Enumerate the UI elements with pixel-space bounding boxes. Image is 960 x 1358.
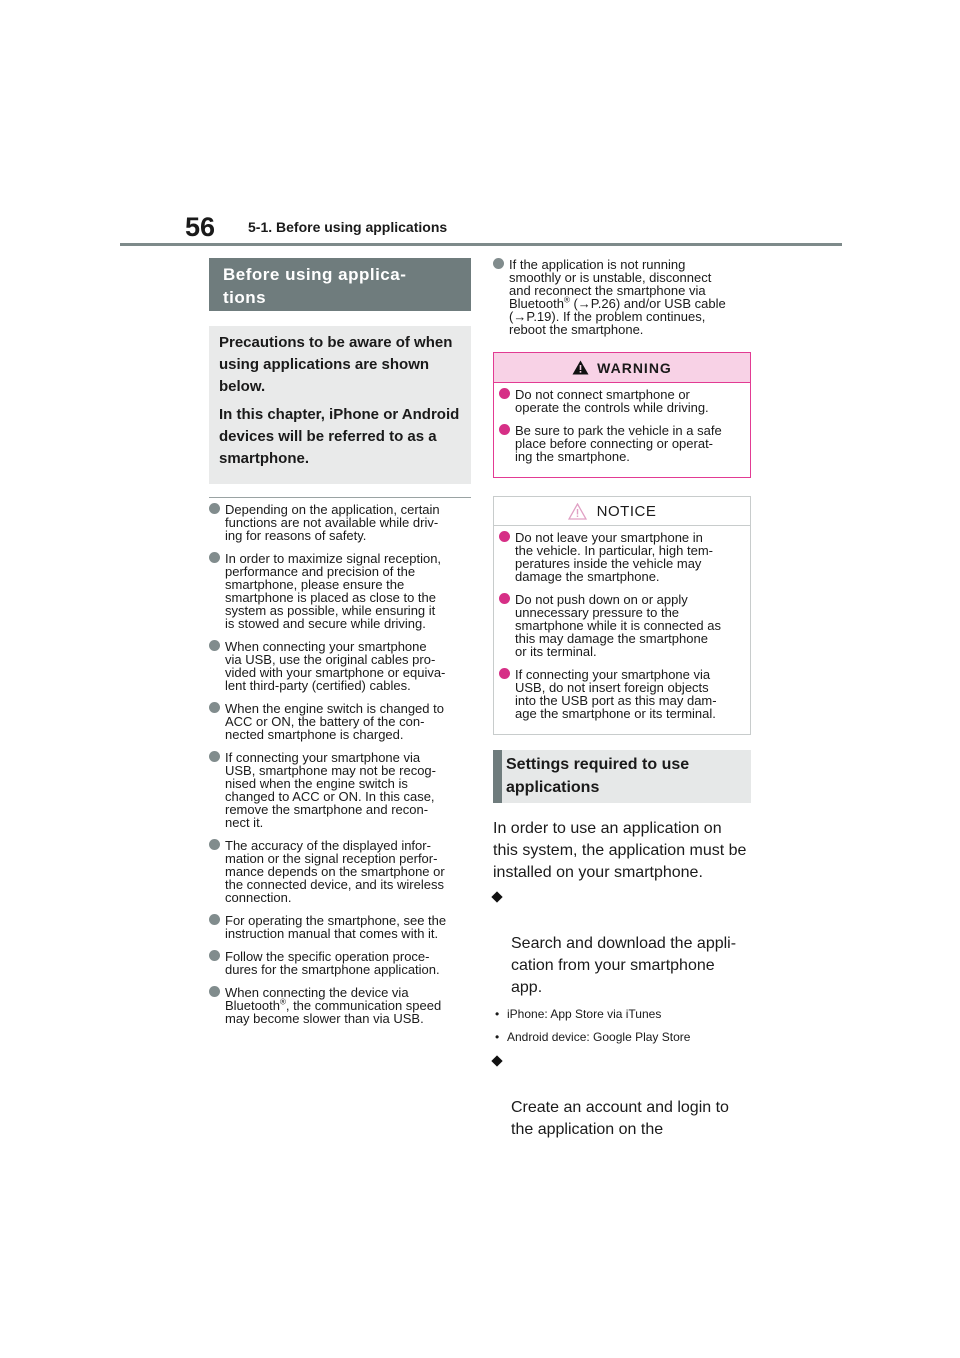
list-item-text	[225, 986, 471, 1025]
diamond-bullet-icon	[491, 1055, 502, 1066]
body-paragraph: In order to use an application on this system, the application must be installed on your smartphone.	[493, 820, 747, 881]
section-title: 5-1. Before using applications	[248, 219, 448, 235]
list-item-text: Depending on the application, certain functions are not available while driv- ing for reasons of safety.	[225, 502, 440, 543]
intro-paragraph-2: In this chapter, iPhone or Android devices will be referred to as a smartphone.	[219, 406, 460, 467]
bullet-icon	[493, 258, 504, 269]
list-item-text: Be sure to park the vehicle in a safe place before connecting or operat- ing the smartphone.	[515, 423, 722, 464]
bullet-icon	[499, 593, 510, 604]
notice-box	[493, 496, 751, 735]
registered-mark: ®	[279, 997, 286, 1007]
list-item	[209, 986, 471, 1025]
text-fragment: If the application is not running smoothly or is unstable, disconnect and reconnect the smartphone via Bluetooth	[509, 257, 712, 311]
bullet-icon	[209, 503, 220, 514]
precaution-list	[209, 503, 471, 1025]
small-bullet-icon: •	[495, 1007, 500, 1021]
list-item	[499, 668, 744, 720]
list-item	[499, 593, 744, 658]
bullet-icon	[499, 388, 510, 399]
notice-title: NOTICE	[596, 502, 657, 520]
list-item	[209, 640, 471, 692]
bullet-icon	[209, 839, 220, 850]
list-item-text	[509, 258, 751, 336]
left-column	[209, 258, 471, 1035]
list-item-text: If connecting your smartphone via USB, smartphone may not be recog- nised when the engine switch is changed to ACC or ON. In this case, remove the smartphone and recon- nect it.	[225, 750, 436, 830]
list-item-text: Follow the specific operation proce- dures for the smartphone application.	[225, 949, 440, 977]
list-item-text: iPhone: App Store via iTunes	[507, 1007, 662, 1021]
diamond-bullet-icon	[491, 891, 502, 902]
list-item-text: When the engine switch is changed to ACC or ON, the battery of the con- nected smartphone is charged.	[225, 701, 444, 742]
bullet-icon	[209, 640, 220, 651]
list-item-text: In order to maximize signal reception, performance and precision of the smartphone, please ensure the smartphone is placed as close to the system as possible, while ensuring it is stowed and secure while driving.	[225, 551, 442, 631]
page-number: 56	[185, 212, 216, 242]
list-item-text: When connecting your smartphone via USB, use the original cables pro- vided with your smartphone or equiva- lent third-party (certified) cables.	[225, 639, 446, 693]
warning-body	[494, 383, 750, 477]
list-item	[209, 552, 471, 630]
bullet-icon	[499, 424, 510, 435]
settings-heading: Settings required to use applications	[493, 750, 751, 803]
list-item-text: The accuracy of the displayed infor- mation or the signal reception perfor- mance depends on the smartphone or the connected device, and its wireless connection.	[225, 838, 445, 905]
list-item-text: For operating the smartphone, see the instruction manual that comes with it.	[225, 913, 447, 941]
intro-box	[209, 326, 471, 484]
warning-box	[493, 352, 751, 478]
step-text: Search and download the appli- cation from your smartphone app.	[511, 935, 737, 996]
list-item	[493, 1007, 751, 1021]
text-fragment: Bluetooth	[225, 998, 280, 1013]
intro-paragraph-1: Precautions to be aware of when using applications are shown below.	[219, 334, 453, 395]
registered-mark: ®	[563, 295, 570, 305]
small-bullet-icon: •	[495, 1030, 500, 1044]
step-item	[493, 889, 751, 999]
step-item	[493, 1053, 751, 1141]
step-text: Create an account and login to the application on the	[511, 1099, 729, 1138]
list-item	[209, 702, 471, 741]
warning-header	[494, 353, 750, 383]
list-item-text: If connecting your smartphone via USB, do not insert foreign objects into the USB port as this may dam- age the smartphone or its terminal.	[515, 667, 717, 721]
text-fragment: , the communication speed may become slower than via USB.	[225, 998, 442, 1026]
bullet-icon	[209, 552, 220, 563]
divider	[209, 497, 471, 498]
list-item	[499, 531, 744, 583]
list-item	[209, 503, 471, 542]
warning-title: WARNING	[597, 359, 672, 376]
list-item	[493, 1030, 751, 1044]
bullet-icon	[209, 702, 220, 713]
bullet-icon	[209, 986, 220, 997]
list-item	[209, 950, 471, 976]
list-item	[209, 914, 471, 940]
bullet-icon	[499, 531, 510, 542]
bullet-icon	[499, 668, 510, 679]
notice-header	[494, 497, 750, 526]
text-fragment: When connecting the device via	[225, 985, 409, 1000]
section-heading-text: Before using applica- tions	[223, 265, 407, 307]
list-item-text: Do not leave your smartphone in the vehicle. In particular, high tem- peratures inside the vehicle may damage the smartphone.	[515, 530, 713, 584]
bullet-icon	[209, 914, 220, 925]
notice-body	[494, 526, 750, 734]
list-item	[209, 751, 471, 829]
section-heading-before-using	[209, 258, 471, 311]
list-item	[493, 258, 751, 336]
right-column	[493, 258, 751, 1141]
list-item	[209, 839, 471, 904]
list-item-text: Do not connect smartphone or operate the controls while driving.	[515, 387, 709, 415]
bullet-icon	[209, 950, 220, 961]
text-fragment: (→P.26) and/or USB cable (→P.19). If the problem continues, reboot the smartphone.	[509, 296, 726, 337]
bullet-icon	[209, 751, 220, 762]
warning-triangle-icon	[572, 360, 589, 375]
list-item-text: Do not push down on or apply unnecessary pressure to the smartphone while it is connected as this may damage the smartphone or its terminal.	[515, 592, 721, 659]
list-item	[499, 424, 744, 463]
header-rule	[120, 243, 842, 246]
list-item-text: Android device: Google Play Store	[507, 1030, 691, 1044]
list-item	[499, 388, 744, 414]
notice-triangle-icon	[568, 503, 587, 520]
app-store-list	[493, 1007, 751, 1044]
